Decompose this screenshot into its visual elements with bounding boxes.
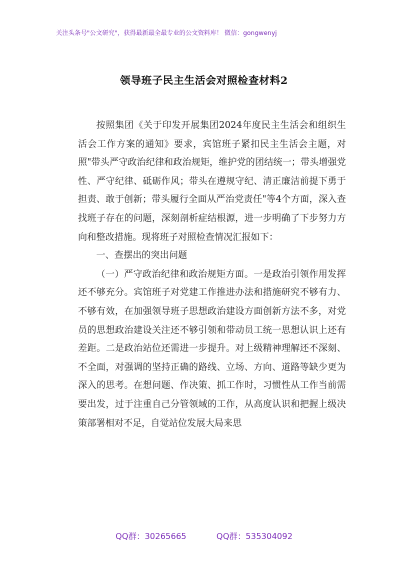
header-banner: 关注头条号"公文研究"，获得最新最全最专业的公文资料库！ 微信：gongwenyj bbox=[56, 30, 277, 37]
document-body bbox=[78, 117, 346, 433]
body-paragraph: （一）严守政治纪律和政治规矩方面。一是政治引领作用发挥还不够充分。宾馆班子对党建工作推进办法和措施研究不够有力、不够有效，在加强领导班子思想政治建设方面创新方法不多，对党员的思想政治建设关注还不够引领和带动员工统一思想认识上还有差距。二是政治站位还需进一步提升。对上级精神理解还不深刻、不全面，对强调的坚持正确的路线、立场、方向、道路等缺少更为深入的思考。在想问题、作决策、抓工作时，习惯性从工作当前需要出发，过于注重自己分管领域的工作，从高度认识和把握上级决策部署相对不足，自觉站位发展大局来思 bbox=[78, 269, 346, 429]
intro-paragraph: 按照集团《关于印发开展集团2024年度民主生活会和组织生活会工作方案的通知》要求，宾馆班子紧扣民主生活会主题，对照"带头严守政治纪律和政治规矩，维护党的团结统一；带头增强党性、严守纪律、砥砺作风；带头在遵规守纪、清正廉洁前提下勇于担责、敢于创新；带头履行全面从严治党责任"等4个方面，深入查找班子存在的问题，深刻剖析症结根源，进一步明确了下步努力方向和整改措施。现将班子对照检查情况汇报如下： bbox=[78, 121, 346, 243]
footer-qq-group-1: QQ群：30265665 bbox=[115, 531, 187, 541]
section-heading: 一、查摆出的突出问题 bbox=[96, 251, 188, 262]
footer-contact bbox=[0, 530, 408, 542]
footer-qq-group-2: QQ群：535304092 bbox=[216, 531, 293, 541]
document-title: 领导班子民主生活会对照检查材料2 bbox=[120, 75, 288, 87]
